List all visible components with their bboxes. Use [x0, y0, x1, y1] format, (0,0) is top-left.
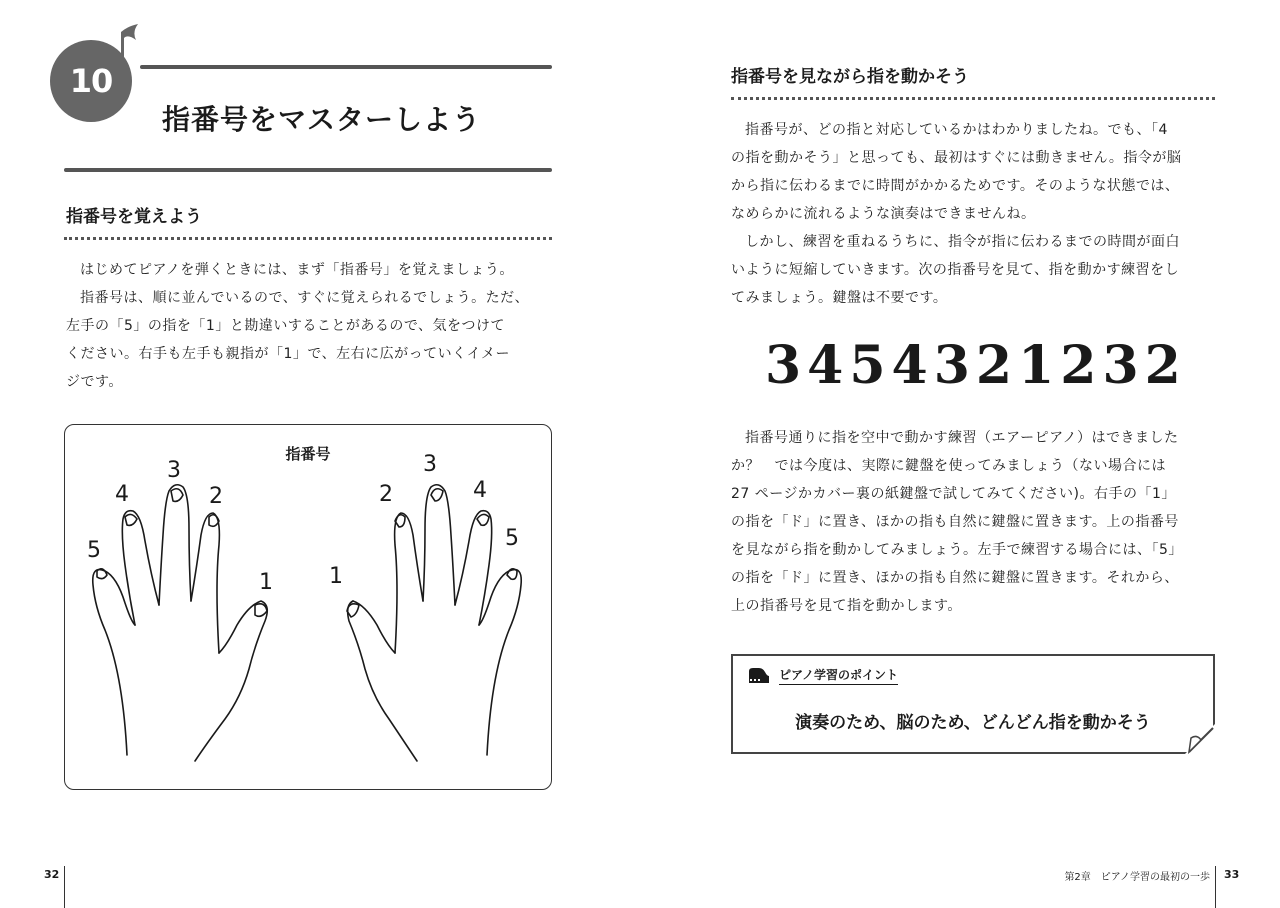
section-dotted-rule-right: [731, 97, 1215, 100]
section-title-left: 指番号を覚えよう: [66, 207, 202, 227]
running-footer: 第2章 ピアノ学習の最初の一歩: [1064, 872, 1210, 883]
paragraph-line: 指番号は、順に並んでいるので、すぐに覚えられるでしょう。ただ、: [80, 290, 530, 306]
point-heading: [747, 666, 898, 685]
paragraph-line: てみましょう。鍵盤は不要です。: [731, 290, 948, 306]
right-finger-2-label: 2: [379, 482, 393, 507]
right-finger-3-label: 3: [423, 452, 437, 477]
finger-sequence: 3454321232: [765, 335, 1187, 396]
paragraph-line: 指番号が、どの指と対応しているかはわかりましたね。でも、「4: [745, 122, 1168, 138]
point-message: 演奏のため、脳のため、どんどん指を動かそう: [795, 713, 1151, 733]
practice-paragraph-1: [731, 116, 1181, 312]
page-title: 指番号をマスターしよう: [162, 103, 482, 136]
music-note-icon: [118, 24, 144, 64]
page-number-right: 33: [1224, 868, 1240, 881]
paragraph-line: はじめてピアノを弾くときには、まず「指番号」を覚えましょう。: [80, 262, 514, 278]
paragraph-line: か？ では今度は、実際に鍵盤を使ってみましょう（ない場合には: [731, 458, 1166, 474]
hands-drawing: [65, 425, 553, 791]
paragraph-line: から指に伝わるまでに時間がかかるためです。そのような状態では、: [731, 178, 1180, 194]
right-finger-1-label: 1: [329, 564, 343, 589]
grand-piano-icon: [747, 667, 771, 685]
section-title-right: 指番号を見ながら指を動かそう: [731, 67, 969, 87]
left-finger-3-label: 3: [167, 458, 181, 483]
paragraph-line: 27 ページかカバー裏の紙鍵盤で試してみてください)。右手の「1」: [731, 486, 1176, 502]
intro-paragraph: [66, 256, 529, 396]
paragraph-line: ジです。: [66, 374, 123, 390]
left-finger-1-label: 1: [259, 570, 273, 595]
folded-corner-icon: [1185, 724, 1215, 754]
paragraph-line: 左手の「5」の指を「1」と勘違いすることがあるので、気をつけて: [66, 318, 506, 334]
illustration-label: 指番号: [285, 445, 331, 463]
finger-number-illustration: [64, 424, 552, 790]
chapter-number: 10: [69, 62, 113, 100]
learning-point-box: [731, 654, 1215, 754]
section-dotted-rule-left: [64, 237, 552, 240]
title-rule-bottom: [64, 168, 552, 172]
paragraph-line: 上の指番号を見て指を動かします。: [731, 598, 962, 614]
left-finger-5-label: 5: [87, 538, 101, 563]
paragraph-line: いように短縮していきます。次の指番号を見て、指を動かす練習をし: [731, 262, 1180, 278]
folio-rule-right: [1215, 866, 1216, 908]
left-hand-icon: [93, 485, 268, 761]
paragraph-line: の指を「ド」に置き、ほかの指も自然に鍵盤に置きます。上の指番号: [731, 514, 1179, 530]
practice-paragraph-2: [731, 424, 1183, 620]
folio-rule-left: [64, 866, 65, 908]
left-finger-2-label: 2: [209, 484, 223, 509]
point-heading-text: ピアノ学習のポイント: [779, 666, 898, 685]
left-finger-4-label: 4: [115, 482, 129, 507]
right-finger-4-label: 4: [473, 478, 487, 503]
paragraph-line: を見ながら指を動かしてみましょう。左手で練習する場合には、「5」: [731, 542, 1183, 558]
page-number-left: 32: [44, 868, 60, 881]
paragraph-line: の指を動かそう」と思っても、最初はすぐには動きません。指令が脳: [731, 150, 1182, 166]
right-hand-icon: [347, 485, 521, 761]
paragraph-line: 指番号通りに指を空中で動かす練習（エアーピアノ）はできました: [745, 430, 1179, 446]
title-rule-top: [140, 65, 552, 69]
paragraph-line: なめらかに流れるような演奏はできませんね。: [731, 206, 1036, 222]
right-finger-5-label: 5: [505, 526, 519, 551]
paragraph-line: の指を「ド」に置き、ほかの指も自然に鍵盤に置きます。それから、: [731, 570, 1179, 586]
paragraph-line: ください。右手も左手も親指が「1」で、左右に広がっていくイメー: [66, 346, 510, 362]
paragraph-line: しかし、練習を重ねるうちに、指令が指に伝わるまでの時間が面白: [745, 234, 1180, 250]
